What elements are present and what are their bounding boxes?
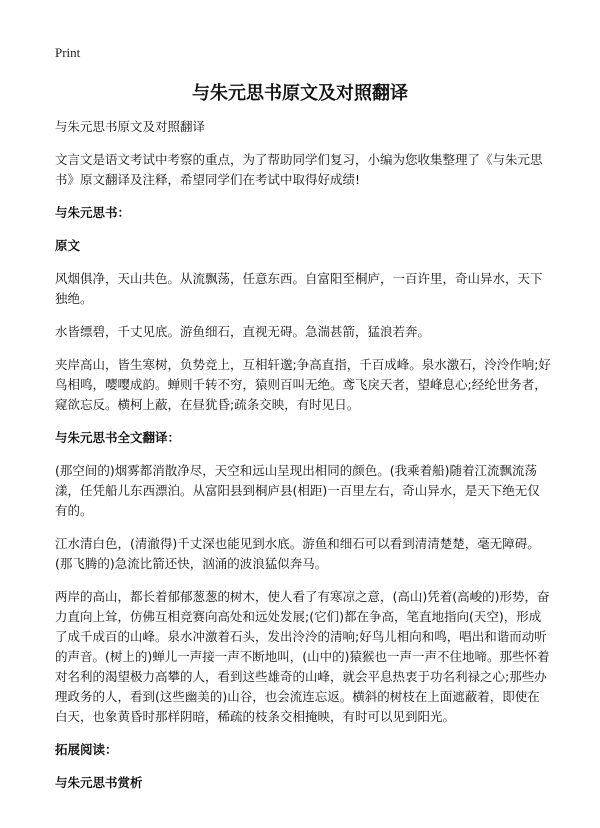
print-link[interactable]: Print (55, 45, 81, 60)
appreciation-heading: 与朱元思书赏析 (55, 775, 143, 790)
extended-reading-heading: 拓展阅读： (55, 742, 118, 757)
section-heading: 与朱元思书： (55, 205, 131, 220)
original-paragraph: 风烟俱净，天山共色。从流飘荡，任意东西。自富阳至桐庐，一百许里，奇山异水，天下独绝。 (55, 271, 543, 306)
subtitle: 与朱元思书原文及对照翻译 (55, 119, 206, 134)
original-paragraph: 水皆缥碧，千丈见底。游鱼细石，直视无碍。急湍甚箭，猛浪若奔。 (55, 324, 431, 339)
translation-paragraph: 江水清白色，(清澈得)千丈深也能见到水底。游鱼和细石可以看到清清楚楚，毫无障碍。(那飞腾的)急流比箭还快，汹涌的波浪猛似奔马。 (55, 536, 540, 571)
page-title: 与朱元思书原文及对照翻译 (192, 83, 408, 104)
translation-heading: 与朱元思书全文翻译： (55, 430, 181, 445)
original-heading: 原文 (55, 238, 81, 253)
article-body (55, 117, 551, 806)
original-paragraph: 夹岸高山，皆生寒树，负势竞上，互相轩邈;争高直指，千百成峰。泉水激石，泠泠作响;好鸟相鸣，嘤嘤成韵。蝉则千转不穷，猿则百叫无绝。鸢飞戾天者，望峰息心;经纶世务者，窥欲忘反。横柯上蔽，在昼犹昏;疏条交映，有时见日。 (55, 357, 551, 412)
translation-paragraph: 两岸的高山，都长着郁郁葱葱的树木，使人看了有寒凉之意，(高山)凭着(高峻的)形势，奋力直向上耸，仿佛互相竞赛向高处和远处发展;(它们)都在争高，笔直地指向(天空)，形成了成千成百的山峰。泉水冲激着石头，发出泠泠的清响;好鸟儿相向和鸣，唱出和谐而动听的声音。(树上的)蝉儿一声接一声不断地叫，(山中的)猿猴也一声一声不住地啼。那些怀着对名利的渴望极力高攀的人，看到这些雄奇的山峰，就会平息热衷于功名利禄之心;那些办理政务的人，看到(这些幽美的)山谷，也会流连忘返。横斜的树枝在上面遮蔽着，即使在白天，也象黄昏时那样阴暗，稀疏的枝条交相掩映，有时可以见到阳光。 (55, 589, 550, 724)
translation-paragraph: (那空间的)烟雾都消散净尽，天空和远山呈现出相同的颜色。(我乘着船)随着江流飘流荡漾，任凭船儿东西漂泊。从富阳县到桐庐县(相距)一百里左右，奇山异水，是天下绝无仅有的。 (55, 463, 540, 518)
intro-paragraph: 文言文是语文考试中考察的重点，为了帮助同学们复习，小编为您收集整理了《与朱元思书》原文翻译及注释，希望同学们在考试中取得好成绩! (55, 152, 543, 187)
